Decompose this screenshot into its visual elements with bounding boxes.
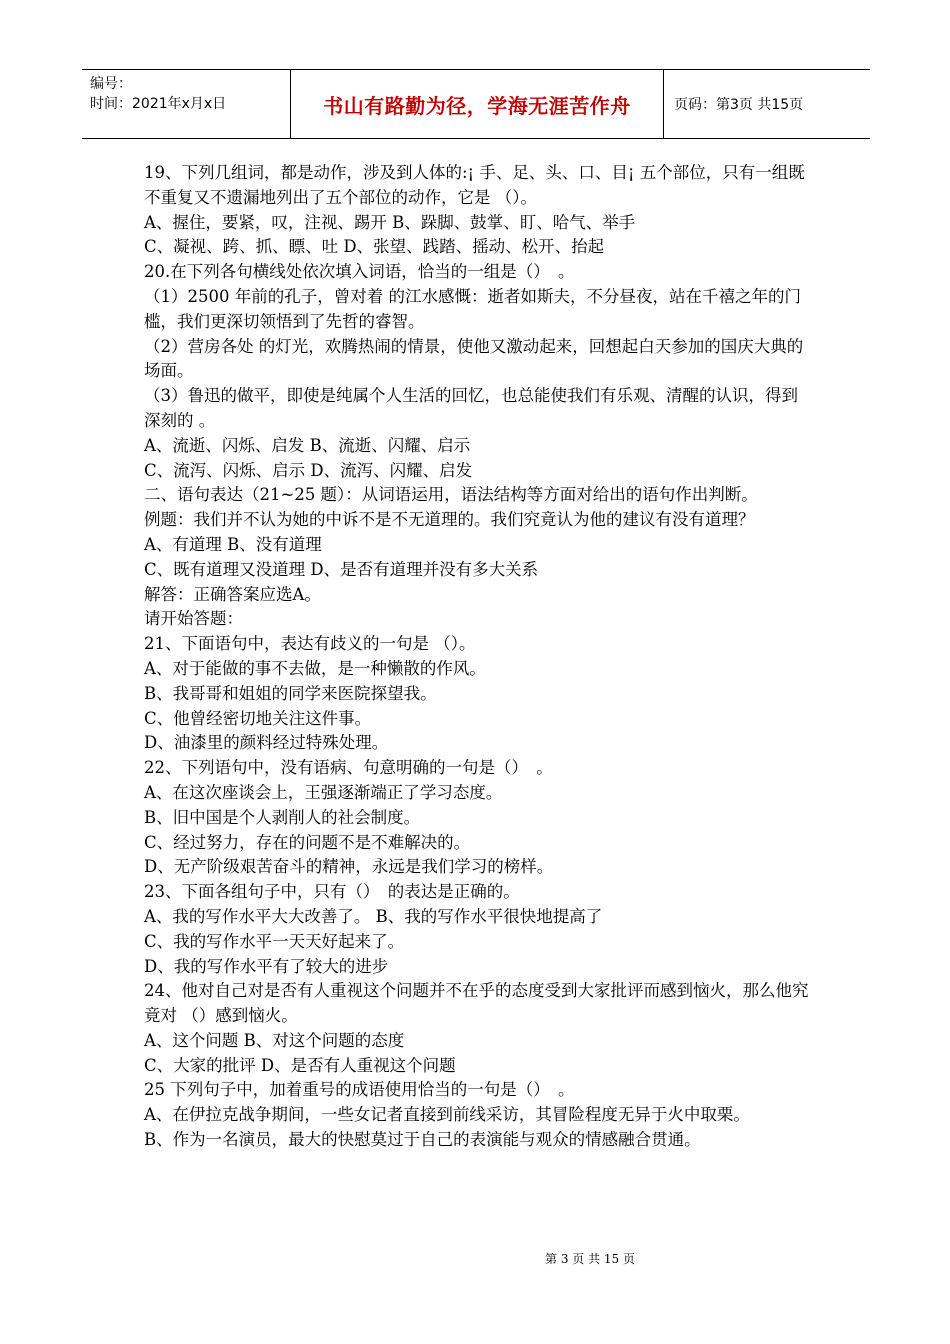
- text-line: A、在伊拉克战争期间，一些女记者直接到前线采访，其冒险程度无异于火中取栗。: [144, 1105, 750, 1125]
- text-line: （2）营房各处 的灯光，欢腾热闹的情景，使他又激动起来，回想起白天参加的国庆大典的场面。: [144, 336, 804, 381]
- text-line: 19、下列几组词，都是动作，涉及到人体的:¡ 手、足、头、口、目¡ 五个部位，只有一组既不重复又不遗漏地列出了五个部位的动作，它是 （）。: [144, 163, 805, 207]
- text-line: C、凝视、跨、抓、瞟、吐 D、张望、践踏、摇动、松开、抬起: [144, 237, 605, 257]
- page-header: [82, 69, 870, 139]
- text-line: A、在这次座谈会上，王强逐渐端正了学习态度。: [144, 782, 503, 802]
- text-line: A、握住，要紧，叹，注视、踢开 B、跺脚、鼓掌、盯、哈气、举手: [144, 212, 636, 232]
- text-line: 解答：正确答案应选A。: [144, 584, 321, 604]
- text-line: D、我的写作水平有了较大的进步: [144, 956, 389, 976]
- text-line: C、他曾经密切地关注这件事。: [144, 708, 372, 728]
- page-footer: [0, 1250, 950, 1267]
- text-line: 二、语句表达（21~25 题）：从词语运用，语法结构等方面对给出的语句作出判断。: [144, 485, 758, 505]
- text-line: B、旧中国是个人剥削人的社会制度。: [144, 807, 421, 827]
- text-line: D、无产阶级艰苦奋斗的精神，永远是我们学习的榜样。: [144, 857, 554, 877]
- text-line: 20.在下列各句横线处依次填入词语，恰当的一组是（） 。: [144, 262, 575, 282]
- text-line: B、作为一名演员，最大的快慰莫过于自己的表演能与观众的情感融合贯通。: [144, 1130, 701, 1150]
- text-line: C、我的写作水平一天天好起来了。: [144, 931, 405, 951]
- text-line: A、对于能做的事不去做，是一种懒散的作风。: [144, 658, 486, 678]
- text-line: 24、他对自己对是否有人重视这个问题并不在乎的态度受到大家批评而感到恼火，那么他究竟对 （）感到恼火。: [144, 981, 809, 1026]
- text-line: 23、下面各组句子中，只有（） 的表达是正确的。: [144, 882, 520, 902]
- header-page-info: 页码：第3页 共15页: [674, 97, 804, 113]
- text-line: 21、下面语句中，表达有歧义的一句是 （）。: [144, 634, 476, 654]
- text-line: A、有道理 B、没有道理: [144, 534, 322, 554]
- text-line: 例题：我们并不认为她的中诉不是不无道理的。我们究竟认为他的建议有没有道理？: [144, 510, 755, 530]
- text-line: （3）鲁迅的做平，即使是纯属个人生活的回忆，也总能使我们有乐观、清醒的认识，得到深刻的 。: [144, 386, 798, 430]
- text-line: A、这个问题 B、对这个问题的态度: [144, 1030, 405, 1050]
- footer-page-number: 第 3 页 共 15 页: [545, 1252, 635, 1266]
- header-motto: 书山有路勤为径，学海无涯苦作舟: [291, 70, 664, 138]
- text-line: C、大家的批评 D、是否有人重视这个问题: [144, 1055, 456, 1075]
- text-line: C、既有道理又没道理 D、是否有道理并没有多大关系: [144, 559, 539, 579]
- text-line: A、流逝、闪烁、启发 B、流逝、闪耀、启示: [144, 435, 471, 455]
- header-meta: [82, 70, 291, 138]
- text-line: B、我哥哥和姐姐的同学来医院探望我。: [144, 683, 437, 703]
- text-line: A、我的写作水平大大改善了。 B、我的写作水平很快地提高了: [144, 906, 603, 926]
- text-line: C、流泻、闪烁、启示 D、流泻、闪耀、启发: [144, 460, 473, 480]
- text-line: （1）2500 年前的孔子，曾对着 的江水感慨：逝者如斯夫，不分昼夜，站在千禧之年的门槛，我们更深切领悟到了先哲的睿智。: [144, 286, 801, 331]
- text-line: D、油漆里的颜料经过特殊处理。: [144, 733, 389, 753]
- text-line: 22、下列语句中，没有语病、句意明确的一句是（） 。: [144, 758, 553, 778]
- text-line: 25 下列句子中，加着重号的成语使用恰当的一句是（） 。: [144, 1080, 575, 1100]
- code-label: 编号：: [90, 76, 132, 92]
- text-line: C、经过努力，存在的问题不是不难解决的。: [144, 832, 471, 852]
- time-label: 时间：2021年x月x日: [90, 96, 227, 112]
- text-line: 请开始答题：: [144, 609, 243, 629]
- document-body: [144, 161, 814, 1153]
